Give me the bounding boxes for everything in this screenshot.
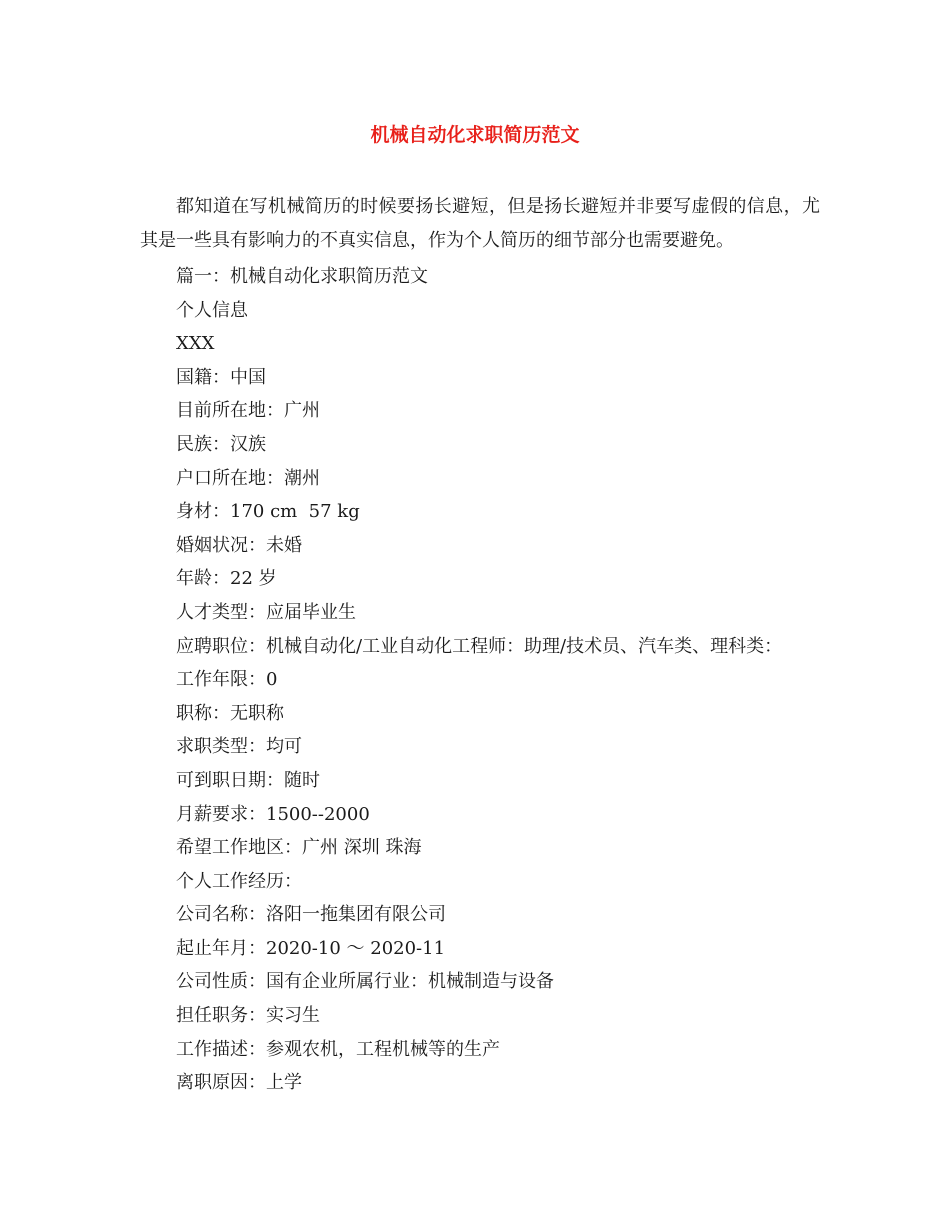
resume-line: 应聘职位：机械自动化/工业自动化工程师：助理/技术员、汽车类、理科类： [176,635,783,657]
resume-line: 人才类型：应届毕业生 [176,601,356,623]
resume-line: 个人工作经历： [176,870,302,892]
resume-line: 个人信息 [176,299,248,321]
resume-line: 月薪要求：1500--2000 [176,803,370,825]
resume-lines [176,260,782,1100]
resume-line: 担任职务：实习生 [176,1005,320,1027]
resume-line: 起止年月：2020-10 ～ 2020-11 [176,937,446,959]
intro-paragraph: 都知道在写机械简历的时候要扬长避短，但是扬长避短并非要写虚假的信息，尤其是一些具有影响力的不真实信息，作为个人简历的细节部分也需要避免。 [140,196,820,251]
resume-line: 离职原因：上学 [176,1072,302,1094]
resume-line: XXX [176,333,215,355]
resume-line: 希望工作地区：广州 深圳 珠海 [176,837,422,859]
resume-line: 身材：170 cm 57 kg [176,501,360,523]
resume-line: 工作描述：参观农机，工程机械等的生产 [176,1038,500,1060]
resume-line: 工作年限：0 [176,669,278,691]
resume-line: 目前所在地：广州 [176,400,320,422]
resume-line: 年龄：22 岁 [176,568,277,590]
resume-line: 户口所在地：潮州 [176,467,320,489]
resume-line: 婚姻状况：未婚 [176,534,302,556]
resume-line: 公司名称：洛阳一拖集团有限公司 [176,904,446,926]
resume-line: 可到职日期：随时 [176,769,320,791]
document-title: 机械自动化求职简历范文 [370,124,580,146]
resume-line: 求职类型：均可 [176,736,302,758]
resume-line: 民族：汉族 [176,433,266,455]
resume-line: 职称：无职称 [176,702,284,724]
resume-line: 公司性质：国有企业所属行业：机械制造与设备 [176,971,554,993]
resume-line: 篇一：机械自动化求职简历范文 [176,266,428,287]
resume-line: 国籍：中国 [176,366,266,388]
